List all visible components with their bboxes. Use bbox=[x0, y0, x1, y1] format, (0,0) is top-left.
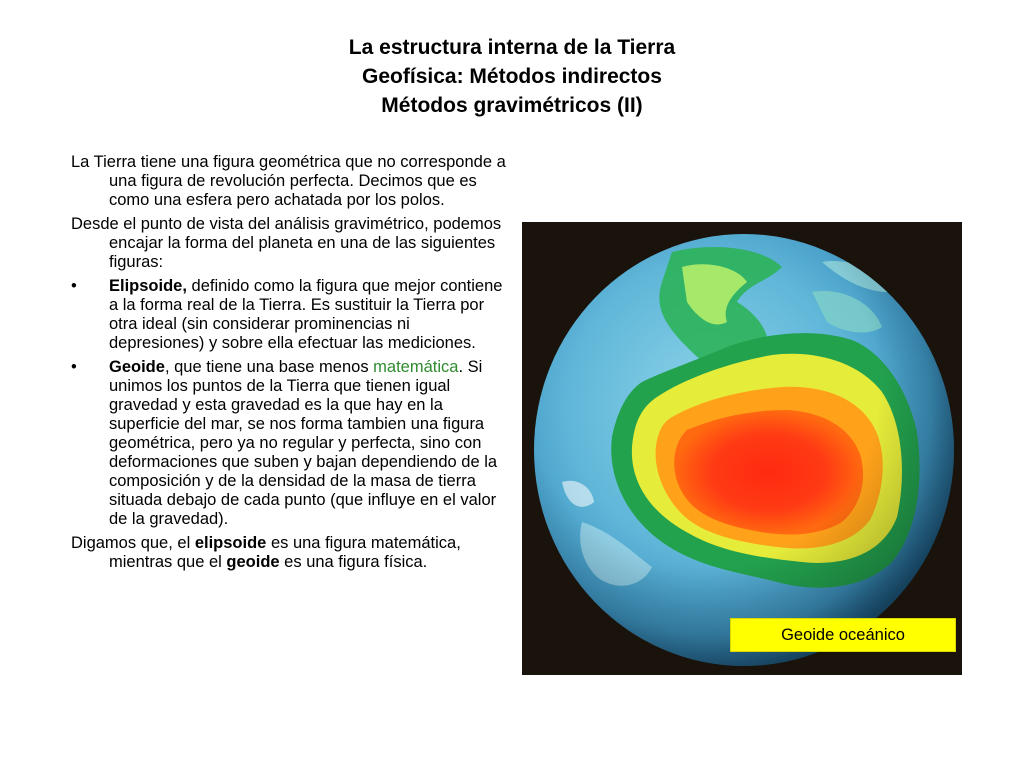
paragraph-intro: La Tierra tiene una figura geométrica que no corresponde a una figura de revolución perfecta. Decimos que es como una esfera pero achatada por los polos. bbox=[71, 153, 506, 209]
term-geoide: Geoide bbox=[109, 358, 165, 376]
bullet-elipsoide bbox=[71, 277, 506, 353]
geoide-text-a: , que tiene una base menos bbox=[164, 358, 374, 376]
bullet-dot: • bbox=[71, 358, 77, 376]
term-elipsoide-2: elipsoide bbox=[194, 534, 267, 552]
bullet-geoide bbox=[71, 358, 506, 529]
conclusion-text-a: Digamos que, el bbox=[71, 534, 195, 552]
geoide-text-b: . Si unimos los puntos de la Tierra que tienen igual gravedad y esta gravedad es la que hay en la superficie del mar, se nos forma tambien una figura geométrica, pero ya no regular y perfecta, sino con deformaciones que suben y bajan dependiendo de la composición y de la densidad de la masa de tierra situada debajo de cada punto (que influye en el valor de la gravedad). bbox=[109, 358, 498, 528]
title-line-2: Geofísica: Métodos indirectos bbox=[362, 65, 662, 88]
slide-title bbox=[0, 33, 1024, 120]
term-elipsoide: Elipsoide, bbox=[109, 277, 187, 295]
title-line-3: Métodos gravimétricos (II) bbox=[381, 94, 643, 117]
slide-body bbox=[71, 153, 506, 577]
conclusion-text-c: es una figura física. bbox=[279, 553, 428, 571]
geoid-globe-illustration bbox=[522, 222, 962, 675]
conclusion-text-b: es una figura matemática, mientras que el bbox=[109, 534, 461, 571]
title-line-1: La estructura interna de la Tierra bbox=[348, 36, 676, 59]
paragraph-conclusion bbox=[71, 534, 506, 572]
bullet-dot: • bbox=[71, 277, 77, 295]
figure-caption: Geoide oceánico bbox=[730, 618, 956, 652]
link-matematica[interactable]: matemática bbox=[373, 358, 459, 376]
geoid-globe-image bbox=[522, 222, 962, 675]
elipsoide-definition: definido como la figura que mejor contiene a la forma real de la Tierra. Es sustituir la Tierra por otra ideal (sin considerar prominencias ni depresiones) y sobre ella efectuar las mediciones. bbox=[109, 277, 503, 352]
paragraph-gravimetric: Desde el punto de vista del análisis gravimétrico, podemos encajar la forma del planeta en una de las siguientes figuras: bbox=[71, 215, 502, 271]
term-geoide-2: geoide bbox=[226, 553, 280, 571]
